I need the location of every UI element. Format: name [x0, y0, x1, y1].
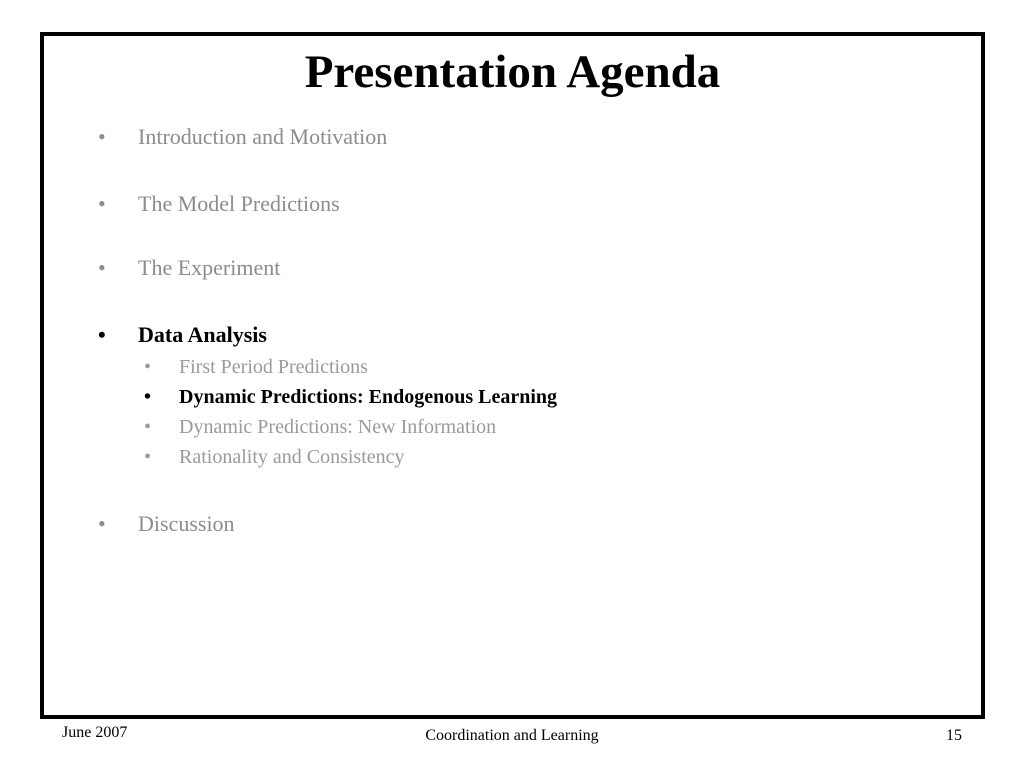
bullet-icon: •	[144, 416, 152, 438]
slide-frame	[40, 32, 985, 719]
agenda-subitem-endogenous-learning	[144, 385, 557, 409]
agenda-item-label: Introduction and Motivation	[138, 124, 388, 149]
bullet-icon: •	[144, 356, 152, 378]
agenda-subitem-rationality	[144, 445, 405, 469]
agenda-item-label: The Model Predictions	[138, 191, 340, 216]
agenda-item-label: Data Analysis	[138, 322, 267, 347]
bullet-icon: •	[98, 255, 106, 280]
bullet-icon: •	[98, 322, 106, 347]
agenda-subitem-label: First Period Predictions	[179, 356, 368, 378]
agenda-item-introduction	[98, 124, 387, 150]
footer-page-number: 15	[946, 727, 962, 744]
agenda-subitem-label: Dynamic Predictions: New Information	[179, 416, 497, 438]
agenda-subitem-label: Rationality and Consistency	[179, 446, 405, 468]
agenda-subitem-label: Dynamic Predictions: Endogenous Learning	[179, 386, 557, 408]
agenda-item-data-analysis	[98, 322, 267, 348]
agenda-item-model-predictions	[98, 191, 340, 217]
agenda-item-experiment	[98, 255, 280, 281]
agenda-item-label: The Experiment	[138, 255, 281, 280]
agenda-item-discussion	[98, 511, 235, 537]
footer-title: Coordination and Learning	[425, 727, 599, 744]
bullet-icon: •	[98, 511, 106, 536]
bullet-icon: •	[98, 191, 106, 216]
slide-title: Presentation Agenda	[304, 46, 721, 98]
agenda-item-label: Discussion	[138, 511, 235, 536]
bullet-icon: •	[144, 446, 152, 468]
bullet-icon: •	[144, 386, 152, 408]
agenda-subitem-first-period	[144, 355, 368, 379]
agenda-subitem-new-information	[144, 415, 496, 439]
footer-date: June 2007	[62, 724, 128, 741]
bullet-icon: •	[98, 124, 106, 149]
